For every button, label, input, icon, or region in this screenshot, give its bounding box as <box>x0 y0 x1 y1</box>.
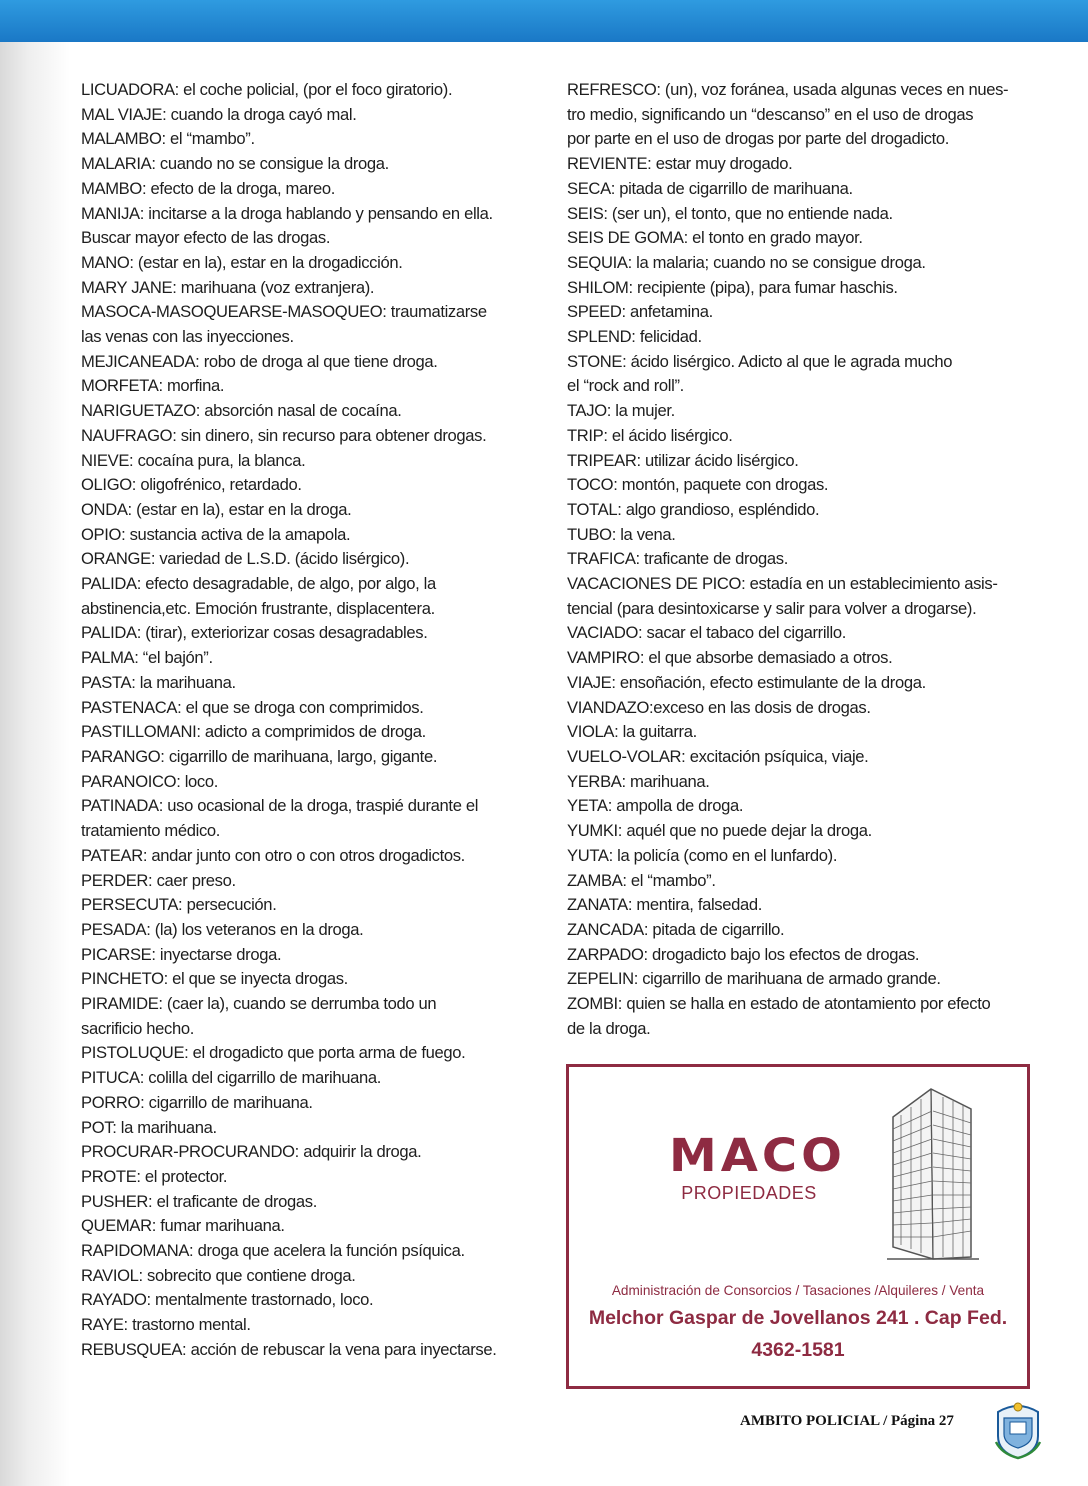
glossary-line: ZEPELIN: cigarrillo de marihuana de armado grande. <box>567 969 941 989</box>
glossary-line: ZOMBI: quien se halla en estado de atontamiento por efecto <box>567 994 991 1014</box>
glossary-line: sacrificio hecho. <box>81 1018 195 1038</box>
glossary-line: YETA: ampolla de droga. <box>567 796 744 816</box>
glossary-line: YUMKI: aquél que no puede dejar la droga. <box>567 821 872 841</box>
glossary-line: PASTA: la marihuana. <box>81 672 236 692</box>
maco-logo <box>669 1129 846 1203</box>
maco-brand-subtitle: PROPIEDADES <box>681 1183 817 1203</box>
glossary-line: TRIP: el ácido lisérgico. <box>567 425 733 445</box>
top-banner <box>0 0 1088 42</box>
glossary-line: PROCURAR-PROCURANDO: adquirir la droga. <box>81 1142 422 1162</box>
glossary-line: Buscar mayor efecto de las drogas. <box>81 228 331 248</box>
glossary-line: de la droga. <box>567 1018 651 1038</box>
building-icon <box>887 1087 979 1261</box>
glossary-line: PASTENACA: el que se droga con comprimidos. <box>81 697 424 717</box>
glossary-line: PESADA: (la) los veteranos en la droga. <box>81 919 364 939</box>
glossary-line: NARIGUETAZO: absorción nasal de cocaína. <box>81 401 402 421</box>
glossary-line: SEIS DE GOMA: el tonto en grado mayor. <box>567 228 863 248</box>
glossary-line: MASOCA-MASOQUEARSE-MASOQUEO: traumatizarse <box>81 302 487 322</box>
page-footer: AMBITO POLICIAL / Página 27 <box>740 1413 954 1429</box>
glossary-line: PARANOICO: loco. <box>81 771 219 791</box>
glossary-line: PATEAR: andar junto con otro o con otros drogadictos. <box>81 845 465 865</box>
glossary-line: ZARPADO: drogadicto bajo los efectos de drogas. <box>567 944 920 964</box>
glossary-line: ORANGE: variedad de L.S.D. (ácido lisérgico). <box>81 549 410 569</box>
glossary-line: MANO: (estar en la), estar en la drogadicción. <box>81 252 403 272</box>
glossary-line: MANIJA: incitarse a la droga hablando y pensando en ella. <box>81 203 493 223</box>
glossary-line: RAVIOL: sobrecito que contiene droga. <box>81 1265 356 1285</box>
glossary-line: VIOLA: la guitarra. <box>567 722 697 742</box>
glossary-line: TOCO: montón, paquete con drogas. <box>567 475 829 495</box>
police-seal-icon <box>992 1398 1044 1460</box>
glossary-line: TAJO: la mujer. <box>567 401 675 421</box>
ad-phone: 4362-1581 <box>751 1339 845 1361</box>
glossary-line: ZANCADA: pitada de cigarrillo. <box>567 919 785 939</box>
glossary-line: PATINADA: uso ocasional de la droga, traspié durante el <box>81 796 479 816</box>
glossary-line: VIAJE: ensoñación, efecto estimulante de la droga. <box>567 672 926 692</box>
glossary-line: VIANDAZO:exceso en las dosis de drogas. <box>567 697 871 717</box>
glossary-line: PIRAMIDE: (caer la), cuando se derrumba todo un <box>81 994 437 1014</box>
glossary-line: tratamiento médico. <box>81 821 221 841</box>
glossary-line: PALIDA: (tirar), exteriorizar cosas desagradables. <box>81 623 428 643</box>
glossary-line: ZANATA: mentira, falsedad. <box>567 895 763 915</box>
glossary-line: PICARSE: inyectarse droga. <box>81 944 282 964</box>
glossary-line: STONE: ácido lisérgico. Adicto al que le agrada mucho <box>567 351 953 371</box>
glossary-line: REVIENTE: estar muy drogado. <box>567 154 793 174</box>
glossary-line: las venas con las inyecciones. <box>81 327 294 347</box>
glossary-line: YERBA: marihuana. <box>567 771 710 791</box>
glossary-line: LICUADORA: el coche policial, (por el foco giratorio). <box>81 80 453 99</box>
glossary-line: VUELO-VOLAR: excitación psíquica, viaje. <box>567 746 869 766</box>
glossary-line: REFRESCO: (un), voz foránea, usada algunas veces en nues- <box>567 80 1009 99</box>
glossary-line: por parte en el uso de drogas por parte del drogadicto. <box>567 129 950 149</box>
glossary-line: VAMPIRO: el que absorbe demasiado a otros. <box>567 648 893 668</box>
glossary-line: SPLEND: felicidad. <box>567 327 702 347</box>
glossary-line: TRIPEAR: utilizar ácido lisérgico. <box>567 450 799 470</box>
glossary-line: PALMA: “el bajón”. <box>81 648 213 668</box>
glossary-line: RAPIDOMANA: droga que acelera la función psíquica. <box>81 1241 465 1261</box>
glossary-line: MARY JANE: marihuana (voz extranjera). <box>81 277 375 297</box>
glossary-line: YUTA: la policía (como en el lunfardo). <box>567 845 838 865</box>
glossary-line: VACIADO: sacar el tabaco del cigarrillo. <box>567 623 846 643</box>
glossary-line: TRAFICA: traficante de drogas. <box>567 549 788 569</box>
glossary-line: REBUSQUEA: acción de rebuscar la vena para inyectarse. <box>81 1339 497 1359</box>
glossary-line: PITUCA: colilla del cigarrillo de marihuana. <box>81 1068 382 1088</box>
glossary-line: PROTE: el protector. <box>81 1166 228 1186</box>
glossary-line: PISTOLUQUE: el drogadicto que porta arma de fuego. <box>81 1043 466 1063</box>
glossary-line: SECA: pitada de cigarrillo de marihuana. <box>567 178 853 198</box>
glossary-line: VACACIONES DE PICO: estadía en un establecimiento asis- <box>567 574 998 594</box>
glossary-line: el “rock and roll”. <box>567 376 684 396</box>
glossary-line: PUSHER: el traficante de drogas. <box>81 1191 317 1211</box>
glossary-line: ZAMBA: el “mambo”. <box>567 870 716 890</box>
glossary-line: PINCHETO: el que se inyecta drogas. <box>81 969 348 989</box>
glossary-line: SEIS: (ser un), el tonto, que no entiende nada. <box>567 203 893 223</box>
page-gutter-shade <box>0 42 70 1486</box>
ad-address: Melchor Gaspar de Jovellanos 241 . Cap Fed. <box>588 1307 1008 1329</box>
maco-brand-name: MACO <box>669 1129 846 1183</box>
glossary-line: OPIO: sustancia activa de la amapola. <box>81 524 351 544</box>
glossary-line: ONDA: (estar en la), estar en la droga. <box>81 499 352 519</box>
glossary-line: NAUFRAGO: sin dinero, sin recurso para obtener drogas. <box>81 425 487 445</box>
glossary-right-column <box>567 78 1037 1041</box>
glossary-line: MALARIA: cuando no se consigue la droga. <box>81 154 389 174</box>
glossary-line: MORFETA: morfina. <box>81 376 225 396</box>
glossary-line: tencial (para desintoxicarse y salir para volver a drogarse). <box>567 598 977 618</box>
glossary-line: OLIGO: oligofrénico, retardado. <box>81 475 302 495</box>
glossary-line: PARANGO: cigarrillo de marihuana, largo, gigante. <box>81 746 438 766</box>
glossary-left-column <box>81 78 541 1363</box>
glossary-line: TUBO: la vena. <box>567 524 676 544</box>
ad-services: Administración de Consorcios / Tasaciones /Alquileres / Venta <box>611 1283 985 1298</box>
glossary-line: MAMBO: efecto de la droga, mareo. <box>81 178 336 198</box>
glossary-line: RAYADO: mentalmente trastornado, loco. <box>81 1290 374 1310</box>
glossary-line: PERSECUTA: persecución. <box>81 895 277 915</box>
glossary-line: RAYE: trastorno mental. <box>81 1315 251 1335</box>
glossary-line: MEJICANEADA: robo de droga al que tiene droga. <box>81 351 438 371</box>
glossary-line: NIEVE: cocaína pura, la blanca. <box>81 450 306 470</box>
glossary-line: MAL VIAJE: cuando la droga cayó mal. <box>81 104 357 124</box>
glossary-line: tro medio, significando un “descanso” en el uso de drogas <box>567 104 974 124</box>
glossary-line: MALAMBO: el “mambo”. <box>81 129 255 149</box>
glossary-line: SHILOM: recipiente (pipa), para fumar haschis. <box>567 277 898 297</box>
maco-advertisement <box>566 1064 1030 1389</box>
glossary-line: PALIDA: efecto desagradable, de algo, por algo, la <box>81 574 436 594</box>
glossary-line: SPEED: anfetamina. <box>567 302 713 322</box>
glossary-line: abstinencia,etc. Emoción frustrante, displacentera. <box>81 598 435 618</box>
glossary-line: PASTILLOMANI: adicto a comprimidos de droga. <box>81 722 426 742</box>
glossary-line: TOTAL: algo grandioso, espléndido. <box>567 499 820 519</box>
glossary-line: QUEMAR: fumar marihuana. <box>81 1216 285 1236</box>
glossary-line: SEQUIA: la malaria; cuando no se consigue droga. <box>567 252 926 272</box>
glossary-line: PORRO: cigarrillo de marihuana. <box>81 1092 313 1112</box>
glossary-line: POT: la marihuana. <box>81 1117 217 1137</box>
glossary-line: PERDER: caer preso. <box>81 870 236 890</box>
